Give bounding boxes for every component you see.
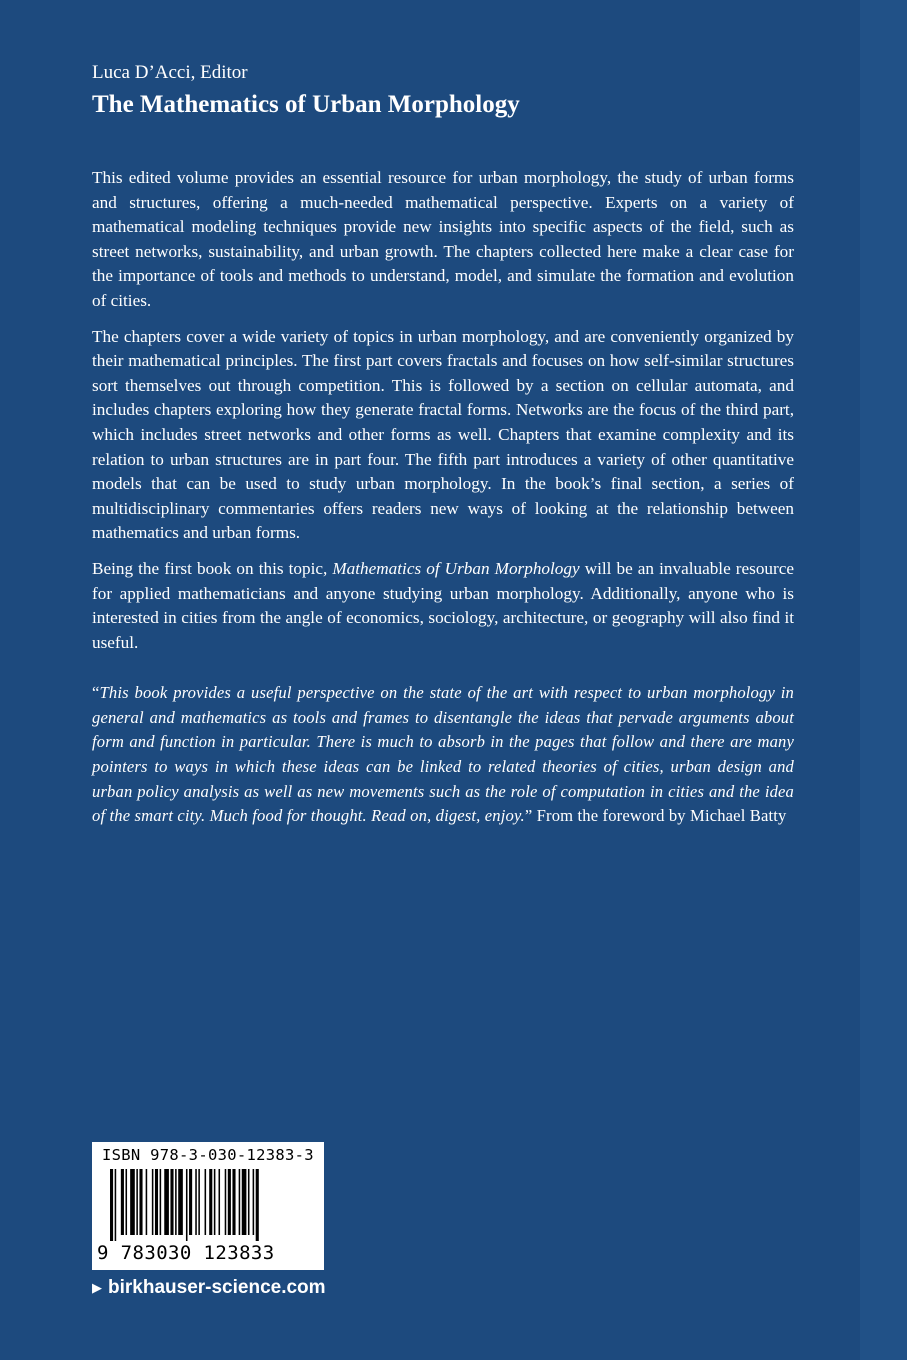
- blurb-paragraph-2: The chapters cover a wide variety of topics in urban morphology, and are conveniently organized by their mathematical principles. The first part covers fractals and focuses on how self-similar structures sort themselves out through competition. This is followed by a section on cellular automata, and includes chapters exploring how they generate fractal forms. Networks are the focus of the third part, which includes street networks and other forms as well. Chapters that examine complexity and its relation to urban structures are in part four. The fifth part introduces a variety of other quantitative models that can be used to study urban morphology. In the book’s final section, a series of multidisciplinary commentaries offers readers new ways of looking at the relationship between mathematics and urban forms.: [92, 326, 794, 543]
- isbn-number: ISBN 978-3-030-12383-3: [102, 1146, 314, 1164]
- barcode-bars: [110, 1169, 306, 1241]
- isbn-barcode: [92, 1142, 324, 1270]
- blurb-paragraph-1: This edited volume provides an essential resource for urban morphology, the study of urban forms and structures, offering a much-needed mathematical perspective. Experts on a variety of mathematical modeling techniques provide new insights into specific aspects of the field, such as street networks, sustainability, and urban growth. The chapters collected here make a clear case for the importance of tools and methods to understand, model, and simulate the formation and evolution of cities.: [92, 168, 794, 310]
- publisher-website[interactable]: [92, 1277, 326, 1299]
- barcode-digits: 9 783030 123833: [97, 1242, 275, 1264]
- blurb-p3-start: Being the first book on this topic,: [92, 558, 333, 578]
- blurb-p3-book-title: Mathematics of Urban Morphology: [332, 558, 580, 578]
- spine-edge: [860, 0, 907, 1360]
- book-title: The Mathematics of Urban Morphology: [92, 91, 520, 118]
- foreword-quote: [92, 681, 794, 829]
- quote-open-mark: “: [92, 683, 100, 703]
- triangle-right-icon: ▶: [92, 1280, 102, 1295]
- publisher-website-text: birkhauser-science.com: [108, 1277, 326, 1298]
- back-cover-blurb: [92, 166, 794, 840]
- quote-attribution: From the foreword by Michael Batty: [532, 806, 787, 826]
- blurb-paragraph-3: [92, 557, 794, 655]
- quote-close-mark: ”: [524, 806, 533, 826]
- quote-text: This book provides a useful perspective on the state of the art with respect to urban morphology in general and mathematics as tools and frames to disentangle the ideas that pervade arguments about form and function in particular. There is much to absorb in the pages that follow and there are many pointers to ways in which these ideas can be linked to related theories of cities, urban design and urban policy analysis as well as new movements such as the role of computation in cities and the idea of the smart city. Much food for thought. Read on, digest, enjoy.: [92, 683, 794, 826]
- editor-credit: Luca D’Acci, Editor: [92, 62, 248, 83]
- blurb-p3-end: will be an invaluable resource for applied mathematicians and anyone studying urban morphology. Additionally, anyone who is interested in cities from the angle of economics, sociology, architecture, or geography will also find it useful.: [92, 558, 794, 652]
